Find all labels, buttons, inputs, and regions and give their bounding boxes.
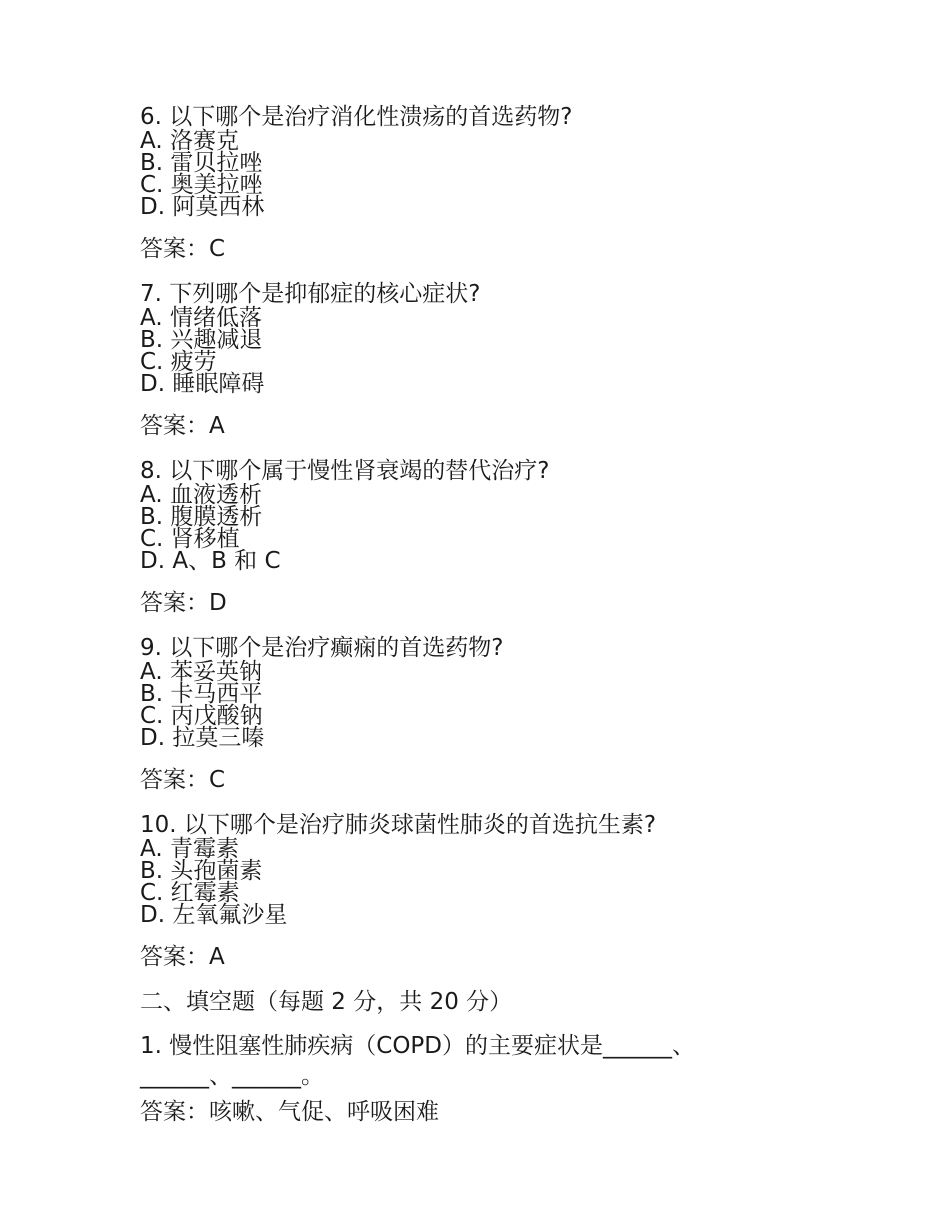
exam-page bbox=[140, 104, 860, 1125]
option-d: D. 左氧氟沙星 bbox=[140, 902, 288, 928]
option-c: C. 丙戊酸钠 bbox=[140, 703, 263, 729]
fill-question-1: 1. 慢性阻塞性肺疾病（COPD）的主要症状是______、______、______。 bbox=[140, 1033, 695, 1089]
question-stem: 9. 以下哪个是治疗癫痫的首选药物? bbox=[140, 635, 504, 661]
option-b: B. 雷贝拉唑 bbox=[140, 150, 263, 176]
option-a: A. 情绪低落 bbox=[140, 305, 262, 331]
option-d: D. 阿莫西林 bbox=[140, 194, 265, 220]
option-b: B. 卡马西平 bbox=[140, 681, 263, 707]
option-a: A. 血液透析 bbox=[140, 482, 262, 508]
answer-text: 答案：C bbox=[140, 236, 226, 262]
question-stem: 6. 以下哪个是治疗消化性溃疡的首选药物? bbox=[140, 104, 573, 130]
option-d: D. A、B 和 C bbox=[140, 548, 281, 574]
option-c: C. 奥美拉唑 bbox=[140, 172, 263, 198]
question-stem: 8. 以下哪个属于慢性肾衰竭的替代治疗? bbox=[140, 458, 550, 484]
option-c: C. 红霉素 bbox=[140, 880, 240, 906]
answer-text: 答案：D bbox=[140, 590, 227, 616]
question-8 bbox=[140, 458, 860, 616]
option-d: D. 睡眠障碍 bbox=[140, 371, 265, 397]
question-9 bbox=[140, 635, 860, 793]
question-10 bbox=[140, 812, 860, 970]
question-stem: 7. 下列哪个是抑郁症的核心症状? bbox=[140, 281, 481, 307]
option-d: D. 拉莫三嗪 bbox=[140, 725, 265, 751]
option-c: C. 疲劳 bbox=[140, 349, 217, 375]
answer-text: 答案：C bbox=[140, 767, 226, 793]
question-6 bbox=[140, 104, 860, 262]
option-a: A. 青霉素 bbox=[140, 836, 239, 862]
question-7 bbox=[140, 281, 860, 439]
option-b: B. 头孢菌素 bbox=[140, 858, 263, 884]
option-c: C. 肾移植 bbox=[140, 526, 240, 552]
question-stem: 10. 以下哪个是治疗肺炎球菌性肺炎的首选抗生素? bbox=[140, 812, 657, 838]
answer-text: 答案：咳嗽、气促、呼吸困难 bbox=[140, 1099, 439, 1125]
option-b: B. 腹膜透析 bbox=[140, 504, 263, 530]
section-title: 二、填空题（每题 2 分，共 20 分） bbox=[140, 989, 513, 1015]
answer-text: 答案：A bbox=[140, 944, 225, 970]
option-a: A. 苯妥英钠 bbox=[140, 659, 262, 685]
answer-text: 答案：A bbox=[140, 413, 225, 439]
option-a: A. 洛赛克 bbox=[140, 128, 239, 154]
option-b: B. 兴趣减退 bbox=[140, 327, 263, 353]
